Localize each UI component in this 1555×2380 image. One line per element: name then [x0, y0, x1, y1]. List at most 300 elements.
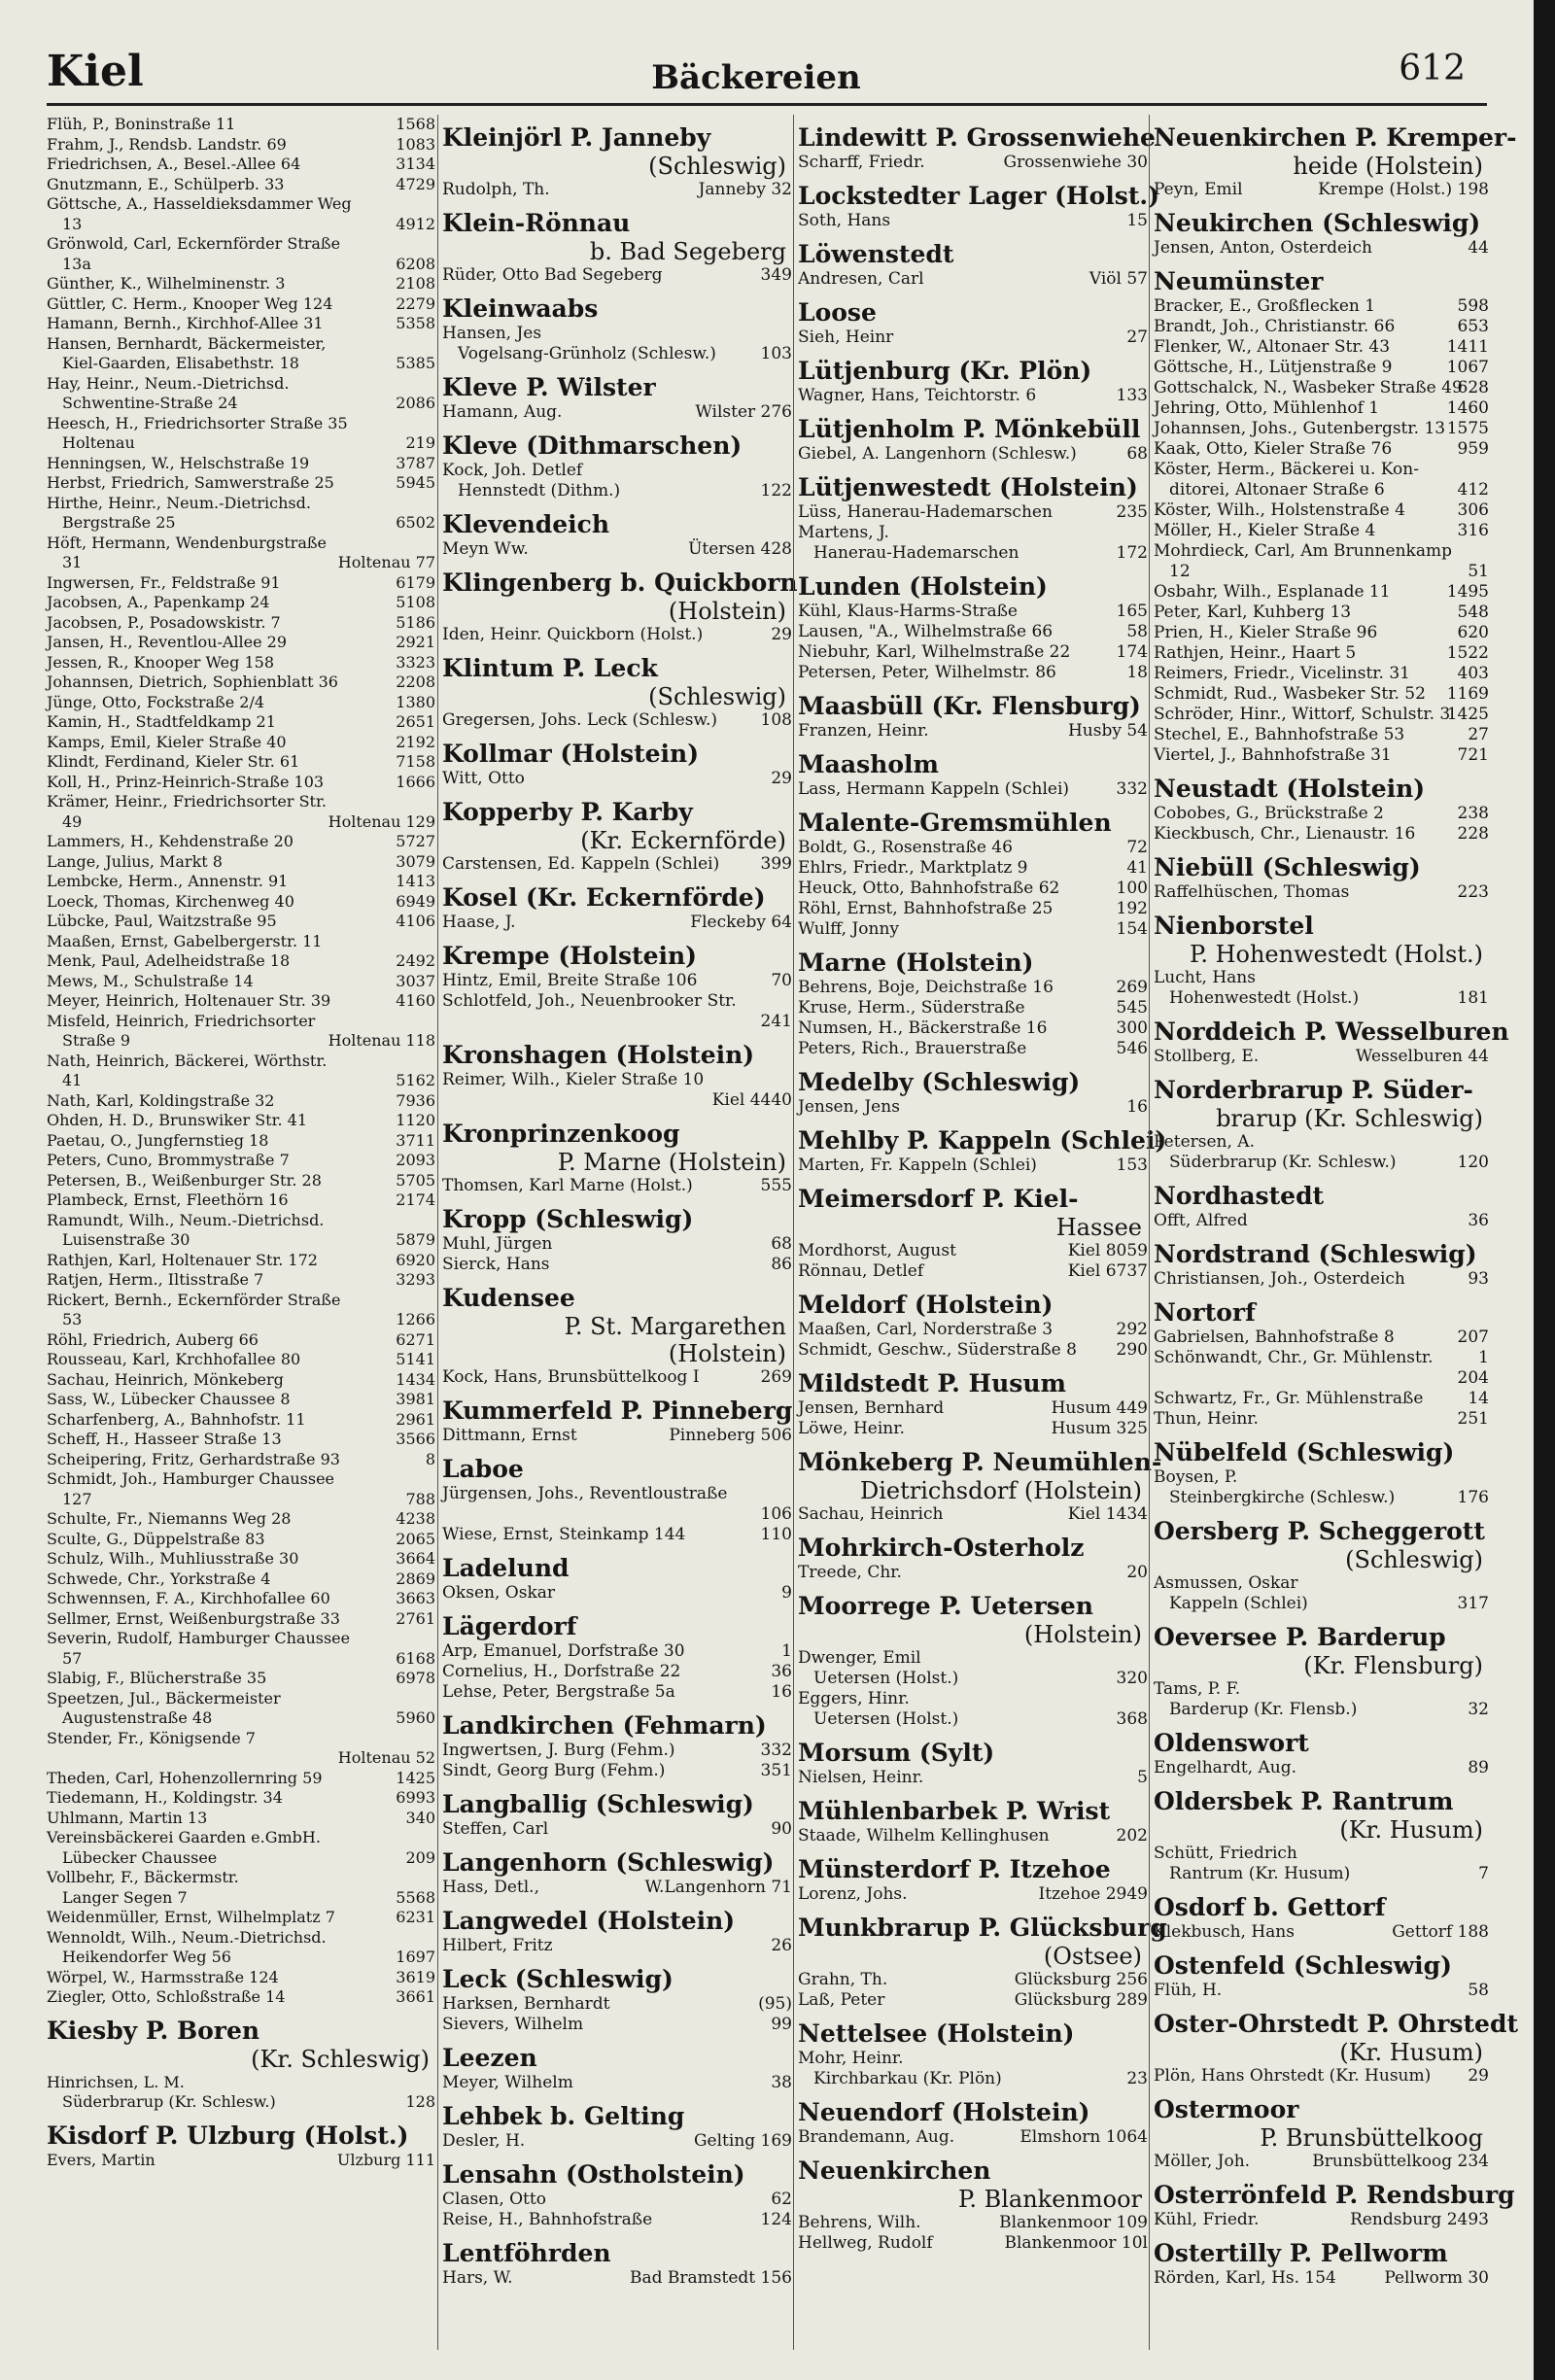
entry-text: Hilbert, Fritz	[442, 1936, 553, 1955]
entry-text: Stollberg, E.	[1154, 1047, 1260, 1066]
directory-entry	[442, 2073, 792, 2093]
entry-text: Frahm, J., Rendsb. Landstr. 69	[47, 134, 287, 154]
entry-text: Desler, H.	[442, 2131, 526, 2151]
entry-text: Meyn Ww.	[442, 539, 529, 559]
entry-continuation	[47, 255, 435, 275]
directory-entry	[442, 625, 792, 645]
entry-phone: 219	[405, 433, 435, 452]
directory-entry	[47, 752, 435, 773]
entry-continuation	[1154, 1594, 1489, 1614]
entry-phone: Pinneberg 506	[669, 1426, 792, 1445]
entry-phone: 1425	[1446, 705, 1489, 724]
entry-text: Ingwertsen, J. Burg (Fehm.)	[442, 1741, 675, 1760]
entry-phone: 181	[1457, 988, 1489, 1008]
entry-text: 49	[62, 811, 83, 831]
entry-text: 31	[62, 553, 83, 571]
entry-text: Hars, W.	[442, 2268, 513, 2288]
place-heading: Klevendeich	[442, 510, 610, 538]
directory-entry	[798, 1241, 1148, 1261]
entry-text: Paetau, O., Jungfernstieg 18	[47, 1130, 269, 1150]
column-1	[47, 115, 435, 2350]
directory-entry	[798, 1990, 1148, 2011]
directory-entry	[1154, 317, 1489, 337]
directory-entry	[798, 1563, 1148, 1583]
directory-entry	[47, 2073, 435, 2093]
place-heading: Landkirchen (Fehmarn)	[442, 1711, 767, 1740]
entry-text: Klindt, Ferdinand, Kieler Str. 61	[47, 752, 300, 771]
entry-text: Marten, Fr. Kappeln (Schlei)	[798, 1156, 1037, 1175]
entry-phone: 165	[1116, 602, 1148, 621]
place-subheading: P. Hohenwestedt (Holst.)	[1190, 941, 1483, 968]
entry-phone: 6502	[396, 513, 435, 532]
entry-text: Viertel, J., Bahnhofstraße 31	[1154, 745, 1392, 765]
directory-entry	[47, 1131, 435, 1152]
entry-text: 53	[62, 1310, 83, 1328]
entry-text: Soth, Hans	[798, 211, 891, 230]
directory-entry	[47, 234, 435, 255]
place-heading: Lunden (Holstein)	[798, 572, 1048, 601]
entry-text: Güttler, C. Herm., Knooper Weg 124	[47, 293, 333, 313]
place-heading: Nordhastedt	[1154, 1182, 1325, 1210]
place-heading: Maasholm	[798, 750, 939, 778]
directory-entry	[442, 1819, 792, 1840]
entry-text: Schwede, Chr., Yorkstraße 4	[47, 1569, 271, 1588]
place-heading: Mehlby P. Kappeln (Schlei)	[798, 1126, 1167, 1155]
directory-entry	[47, 1450, 435, 1470]
entry-continuation	[1154, 1488, 1489, 1508]
entry-phone: 2174	[396, 1190, 435, 1209]
place-heading: Munkbrarup P. Glücksburg	[798, 1914, 1167, 1942]
entry-phone: 5705	[396, 1170, 435, 1190]
entry-phone: 628	[1457, 378, 1489, 397]
entry-phone: 1411	[1446, 337, 1489, 357]
entry-text: Uetersen (Holst.)	[813, 1669, 959, 1688]
entry-continuation	[47, 394, 435, 414]
entry-continuation	[47, 215, 435, 235]
place-subheading: (Schleswig)	[1345, 1546, 1483, 1573]
entry-phone: 36	[771, 1662, 792, 1681]
directory-entry	[798, 978, 1148, 998]
entry-text: Hohenwestedt (Holst.)	[1169, 988, 1360, 1008]
page-city: Kiel	[47, 47, 144, 96]
entry-text: Nath, Heinrich, Bäckerei, Wörthstr.	[47, 1051, 328, 1070]
entry-continuation	[47, 1848, 435, 1869]
entry-text: Barderup (Kr. Flensb.)	[1169, 1700, 1358, 1719]
directory-entry	[47, 991, 435, 1012]
directory-entry	[1154, 725, 1489, 745]
entry-text: Sculte, G., Düppelstraße 83	[47, 1529, 265, 1548]
entry-phone: Elmshorn 1064	[1019, 2127, 1148, 2147]
directory-entry	[47, 852, 435, 873]
entry-text: Steinbergkirche (Schlesw.)	[1169, 1488, 1396, 1507]
directory-entry	[1154, 1679, 1489, 1700]
directory-entry	[47, 1689, 435, 1709]
entry-text: Hintz, Emil, Breite Straße 106	[442, 971, 698, 990]
entry-phone: Brunsbüttelkoog 234	[1312, 2152, 1489, 2171]
directory-entry	[798, 2233, 1148, 2254]
directory-entry	[47, 2151, 435, 2171]
directory-entry	[798, 1097, 1148, 1118]
entry-phone: 3711	[396, 1130, 435, 1150]
place-heading: Lütjenwestedt (Holstein)	[798, 473, 1138, 501]
entry-text: Möller, H., Kieler Straße 4	[1154, 521, 1376, 540]
place-heading: Ladelund	[442, 1554, 570, 1582]
place-heading: Meimersdorf P. Kiel-	[798, 1185, 1079, 1213]
entry-text: Peters, Cuno, Brommystraße 7	[47, 1151, 290, 1169]
entry-text: 13a	[62, 254, 91, 273]
entry-phone: Blankenmoor 10l	[1004, 2233, 1148, 2253]
entry-text: 57	[62, 1648, 83, 1668]
directory-entry	[47, 653, 435, 673]
entry-text: Vogelsang-Grünholz (Schlesw.)	[458, 344, 716, 363]
entry-text: Köster, Wilh., Holstenstraße 4	[1154, 500, 1405, 520]
directory-entry	[1154, 1844, 1489, 1864]
place-subheading: (Kr. Flensburg)	[1303, 1652, 1483, 1679]
entry-phone: 317	[1457, 1594, 1489, 1613]
entry-phone: 29	[771, 769, 792, 788]
place-heading: Neukirchen (Schleswig)	[1154, 209, 1481, 237]
entry-text: Jensen, Bernhard	[798, 1398, 945, 1418]
entry-phone: 58	[1468, 1981, 1489, 2000]
entry-phone: 959	[1457, 439, 1489, 459]
entry-text: Treede, Chr.	[798, 1563, 902, 1582]
directory-entry	[1154, 521, 1489, 541]
place-heading: Niebüll (Schleswig)	[1154, 853, 1421, 881]
entry-phone: Husum 449	[1051, 1398, 1148, 1418]
entry-phone: 108	[760, 710, 792, 730]
entry-phone: 228	[1457, 824, 1489, 844]
entry-text: Numsen, H., Bäckerstraße 16	[798, 1018, 1048, 1038]
entry-phone: 6208	[396, 254, 435, 273]
entry-phone: 7158	[396, 752, 435, 771]
place-subheading: P. Brunsbüttelkoog	[1260, 2124, 1483, 2152]
directory-entry	[47, 473, 435, 494]
column-4	[1149, 115, 1518, 2350]
directory-entry	[798, 642, 1148, 663]
entry-phone: 3566	[396, 1430, 435, 1448]
entry-phone: 8	[425, 1449, 435, 1468]
entry-text: Lübecker Chaussee	[62, 1847, 218, 1867]
entry-phone: 1495	[1446, 582, 1489, 602]
directory-entry	[47, 1769, 435, 1789]
directory-entry	[1154, 238, 1489, 259]
entry-text: Schulte, Fr., Niemanns Weg 28	[47, 1509, 292, 1528]
directory-entry	[47, 534, 435, 554]
entry-text: Reimers, Friedr., Vicelinstr. 31	[1154, 664, 1410, 683]
entry-text: Nath, Karl, Koldingstraße 32	[47, 1090, 275, 1110]
entry-phone: 1067	[1446, 358, 1489, 377]
entry-phone: Holtenau 77	[337, 553, 435, 571]
entry-text: Sievers, Wilhelm	[442, 2015, 584, 2034]
directory-entry	[798, 523, 1148, 543]
entry-text: Hay, Heinr., Neum.-Dietrichsd.	[47, 373, 290, 393]
entry-phone: 103	[760, 344, 792, 363]
entry-text: Haase, J.	[442, 913, 516, 932]
directory-entry	[798, 602, 1148, 622]
entry-text: Höft, Hermann, Wendenburgstraße	[47, 533, 328, 552]
place-heading: Löwenstedt	[798, 240, 954, 268]
directory-entry	[47, 1350, 435, 1370]
directory-entry	[1154, 603, 1489, 623]
directory-entry	[47, 1509, 435, 1530]
entry-phone: Janneby 32	[698, 180, 792, 199]
directory-entry	[1154, 804, 1489, 824]
entry-phone: 70	[771, 971, 792, 990]
place-heading: Oeversee P. Barderup	[1154, 1623, 1446, 1651]
directory-entry	[798, 1398, 1148, 1419]
entry-text: Hansen, Jes	[442, 324, 542, 343]
directory-entry	[798, 269, 1148, 290]
entry-phone: Husby 54	[1067, 721, 1148, 741]
entry-text: Klekbusch, Hans	[1154, 1922, 1295, 1942]
entry-text: Rickert, Bernh., Eckernförder Straße	[47, 1290, 341, 1309]
entry-phone: 5385	[396, 354, 435, 372]
directory-entry	[1154, 1389, 1489, 1409]
place-heading: Nübelfeld (Schleswig)	[1154, 1438, 1455, 1466]
entry-text: Laß, Peter	[798, 1990, 885, 2010]
directory-entry	[47, 1987, 435, 2008]
entry-phone: 1522	[1446, 643, 1489, 663]
entry-phone: 1413	[396, 872, 435, 890]
entry-text: Petersen, Peter, Wilhelmstr. 86	[798, 663, 1056, 682]
place-subheading: brarup (Kr. Schleswig)	[1216, 1105, 1483, 1132]
directory-entry	[1154, 500, 1489, 521]
directory-entry	[442, 1741, 792, 1761]
directory-entry	[798, 1826, 1148, 1846]
directory-entry	[47, 1868, 435, 1888]
entry-text: Hirthe, Heinr., Neum.-Dietrichsd.	[47, 493, 311, 512]
entry-continuation	[47, 433, 435, 454]
entry-text: Jansen, H., Reventlou-Allee 29	[47, 633, 288, 651]
entry-phone: 27	[1468, 725, 1489, 744]
entry-text: Giebel, A. Langenhorn (Schlesw.)	[798, 444, 1077, 464]
directory-entry	[1154, 1047, 1489, 1067]
entry-phone: 128	[405, 2092, 435, 2111]
entry-phone: 292	[1116, 1320, 1148, 1339]
place-heading: Kosel (Kr. Eckernförde)	[442, 883, 766, 912]
directory-entry	[47, 1151, 435, 1171]
place-heading: Kummerfeld P. Pinneberg	[442, 1397, 793, 1425]
entry-text: Jürgensen, Johs., Reventloustraße	[442, 1484, 728, 1503]
entry-phone: 41	[1126, 858, 1148, 878]
entry-text: Günther, K., Wilhelminenstr. 3	[47, 274, 286, 293]
entry-phone: 5945	[396, 473, 435, 492]
place-heading: Nienborstel	[1154, 912, 1314, 940]
directory-entry	[47, 693, 435, 713]
entry-phone: 29	[771, 625, 792, 644]
entry-text: Rathjen, Karl, Holtenauer Str. 172	[47, 1250, 318, 1269]
place-heading: Kleve P. Wilster	[442, 373, 656, 401]
directory-entry	[798, 1504, 1148, 1525]
entry-text: Tiedemann, H., Koldingstr. 34	[47, 1788, 283, 1807]
directory-entry	[47, 1968, 435, 1988]
entry-phone: 2108	[396, 274, 435, 293]
entry-phone: 546	[1116, 1039, 1148, 1058]
entry-phone: 1380	[396, 692, 435, 711]
directory-entry	[442, 1484, 792, 1504]
entry-phone: 399	[760, 854, 792, 874]
place-heading: Neuenkirchen P. Kremper-	[1154, 123, 1517, 152]
entry-text: Martens, J.	[798, 523, 889, 542]
directory-entry	[47, 1629, 435, 1649]
entry-phone: Viöl 57	[1088, 269, 1148, 289]
entry-text: Muhl, Jürgen	[442, 1234, 553, 1254]
entry-text: Ratjen, Herm., Iltisstraße 7	[47, 1270, 264, 1289]
directory-entry	[47, 593, 435, 613]
entry-text: Sellmer, Ernst, Weißenburgstraße 33	[47, 1608, 340, 1628]
entry-phone: W.Langenhorn 71	[644, 1878, 792, 1897]
entry-phone: 306	[1457, 500, 1489, 520]
entry-phone: 3323	[396, 652, 435, 672]
entry-phone: Ulzburg 111	[336, 2150, 435, 2169]
directory-entry	[1154, 180, 1489, 200]
entry-text: Uetersen (Holst.)	[813, 1709, 959, 1729]
directory-entry	[798, 1340, 1148, 1361]
entry-phone: 124	[760, 2210, 792, 2229]
entry-text: 13	[62, 214, 83, 233]
directory-entry	[442, 991, 792, 1012]
entry-phone: 23	[1126, 2069, 1148, 2088]
place-subheading: (Schleswig)	[648, 153, 786, 180]
entry-phone: 14	[1468, 1389, 1489, 1408]
entry-phone: 2208	[396, 673, 435, 691]
directory-entry	[798, 211, 1148, 231]
entry-text: Wagner, Hans, Teichtorstr. 6	[798, 386, 1037, 405]
entry-text: Rousseau, Karl, Krchhofallee 80	[47, 1350, 301, 1368]
entry-text: Möller, Joh.	[1154, 2152, 1251, 2171]
entry-text: ditorei, Altonaer Straße 6	[1169, 480, 1385, 500]
directory-entry	[47, 613, 435, 634]
directory-entry	[47, 1669, 435, 1689]
entry-text: Mohr, Heinr.	[798, 2049, 904, 2068]
entry-text: Plön, Hans Ohrstedt (Kr. Husum)	[1154, 2066, 1432, 2086]
place-heading: Oldersbek P. Rantrum	[1154, 1787, 1454, 1815]
entry-phone: 106	[760, 1504, 792, 1524]
entry-phone: 5141	[396, 1350, 435, 1368]
entry-text: Ohden, H. D., Brunswiker Str. 41	[47, 1111, 307, 1129]
directory-entry	[1154, 2066, 1489, 2087]
place-subheading: (Kr. Eckernförde)	[580, 827, 786, 854]
entry-text: Maaßen, Carl, Norderstraße 3	[798, 1320, 1054, 1339]
place-subheading: (Schleswig)	[648, 683, 786, 710]
directory-entry	[1154, 1328, 1489, 1348]
entry-phone: 62	[771, 2190, 792, 2209]
entry-phone: 241	[760, 1012, 792, 1031]
entry-text: Meyer, Heinrich, Holtenauer Str. 39	[47, 991, 331, 1010]
directory-entry	[1154, 1409, 1489, 1430]
entry-phone: Kiel 4440	[711, 1090, 792, 1110]
directory-entry	[798, 899, 1148, 919]
entry-text: Kamps, Emil, Kieler Straße 40	[47, 732, 287, 751]
entry-phone: 545	[1116, 998, 1148, 1018]
entry-text: Rathjen, Heinr., Haart 5	[1154, 643, 1357, 663]
entry-phone: 412	[1457, 480, 1489, 500]
directory-entry	[442, 1234, 792, 1255]
entry-continuation	[47, 354, 435, 374]
entry-phone: 3663	[396, 1589, 435, 1607]
directory-entry	[442, 1641, 792, 1662]
entry-phone: 1120	[396, 1111, 435, 1129]
directory-entry	[442, 1255, 792, 1275]
directory-entry	[47, 115, 435, 135]
directory-entry	[47, 454, 435, 474]
entry-continuation	[47, 1490, 435, 1510]
entry-text: Weidenmüller, Ernst, Wilhelmplatz 7	[47, 1908, 335, 1926]
directory-entry	[47, 374, 435, 395]
entry-phone: 7	[1478, 1864, 1489, 1883]
entry-text: Peter, Karl, Kuhberg 13	[1154, 603, 1352, 622]
entry-text: Lübcke, Paul, Waitzstraße 95	[47, 912, 277, 930]
entry-text: Raffelhüschen, Thomas	[1154, 882, 1350, 902]
directory-entry	[47, 1609, 435, 1630]
page-edge	[1534, 0, 1555, 2380]
entry-phone: Holtenau 52	[337, 1748, 435, 1767]
entry-text: Brandt, Joh., Christianstr. 66	[1154, 317, 1396, 336]
directory-entry	[442, 1662, 792, 1682]
entry-phone: 3661	[396, 1987, 435, 2006]
entry-phone: 4106	[396, 912, 435, 930]
entry-text: Rönnau, Detlef	[798, 1261, 924, 1281]
entry-phone: 204	[1457, 1368, 1489, 1388]
entry-phone: 2961	[396, 1409, 435, 1429]
entry-text: Nielsen, Heinr.	[798, 1768, 924, 1787]
entry-phone: 93	[1468, 1269, 1489, 1289]
entry-continuation	[47, 553, 435, 573]
entry-phone: Glücksburg 289	[1014, 1990, 1148, 2010]
entry-text: Uhlmann, Martin 13	[47, 1808, 208, 1827]
place-heading: Kollmar (Holstein)	[442, 740, 700, 768]
entry-phone: Wilster 276	[695, 402, 792, 422]
entry-phone: 2492	[396, 951, 435, 970]
place-heading: Meldorf (Holstein)	[798, 1291, 1054, 1319]
entry-text: Vereinsbäckerei Gaarden e.GmbH.	[47, 1828, 321, 1846]
directory-entry	[798, 779, 1148, 800]
entry-continuation	[1154, 988, 1489, 1009]
entry-text: Jünge, Otto, Fockstraße 2/4	[47, 692, 265, 711]
entry-phone: 548	[1457, 603, 1489, 622]
entry-phone: 403	[1457, 664, 1489, 683]
place-subheading: b. Bad Segeberg	[589, 238, 786, 265]
directory-entry	[47, 1788, 435, 1809]
directory-entry	[798, 1419, 1148, 1439]
entry-text: Lausen, "A., Wilhelmstraße 66	[798, 622, 1054, 641]
place-heading: Krempe (Holstein)	[442, 942, 697, 970]
directory-entry	[442, 1682, 792, 1703]
place-heading: Ostenfeld (Schleswig)	[1154, 1951, 1452, 1980]
directory-entry	[1154, 705, 1489, 725]
entry-phone: 300	[1116, 1018, 1148, 1038]
place-subheading: heide (Holstein)	[1293, 153, 1483, 180]
entry-text: Rörden, Karl, Hs. 154	[1154, 2268, 1336, 2288]
entry-text: Herbst, Friedrich, Samwerstraße 25	[47, 473, 334, 492]
place-heading: Kopperby P. Karby	[442, 798, 693, 826]
entry-phone: Fleckeby 64	[690, 913, 792, 932]
entry-text: Kock, Hans, Brunsbüttelkoog I	[442, 1367, 700, 1387]
entry-phone: 100	[1116, 879, 1148, 898]
entry-text: Hinrichsen, L. M.	[47, 2072, 185, 2091]
entry-phone: 16	[1126, 1097, 1148, 1117]
place-heading: Moorrege P. Uetersen	[798, 1592, 1093, 1620]
entry-phone: Krempe (Holst.) 198	[1318, 180, 1489, 199]
directory-entry	[47, 1908, 435, 1928]
directory-entry	[1154, 460, 1489, 480]
place-subheading: Hassee	[1055, 1214, 1142, 1241]
entry-text: Göttsche, A., Hasseldieksdammer Weg	[47, 194, 352, 213]
entry-phone: 351	[760, 1761, 792, 1780]
directory-entry	[798, 1689, 1148, 1709]
entry-text: Sindt, Georg Burg (Fehm.)	[442, 1761, 666, 1780]
place-heading: Neustadt (Holstein)	[1154, 775, 1426, 803]
